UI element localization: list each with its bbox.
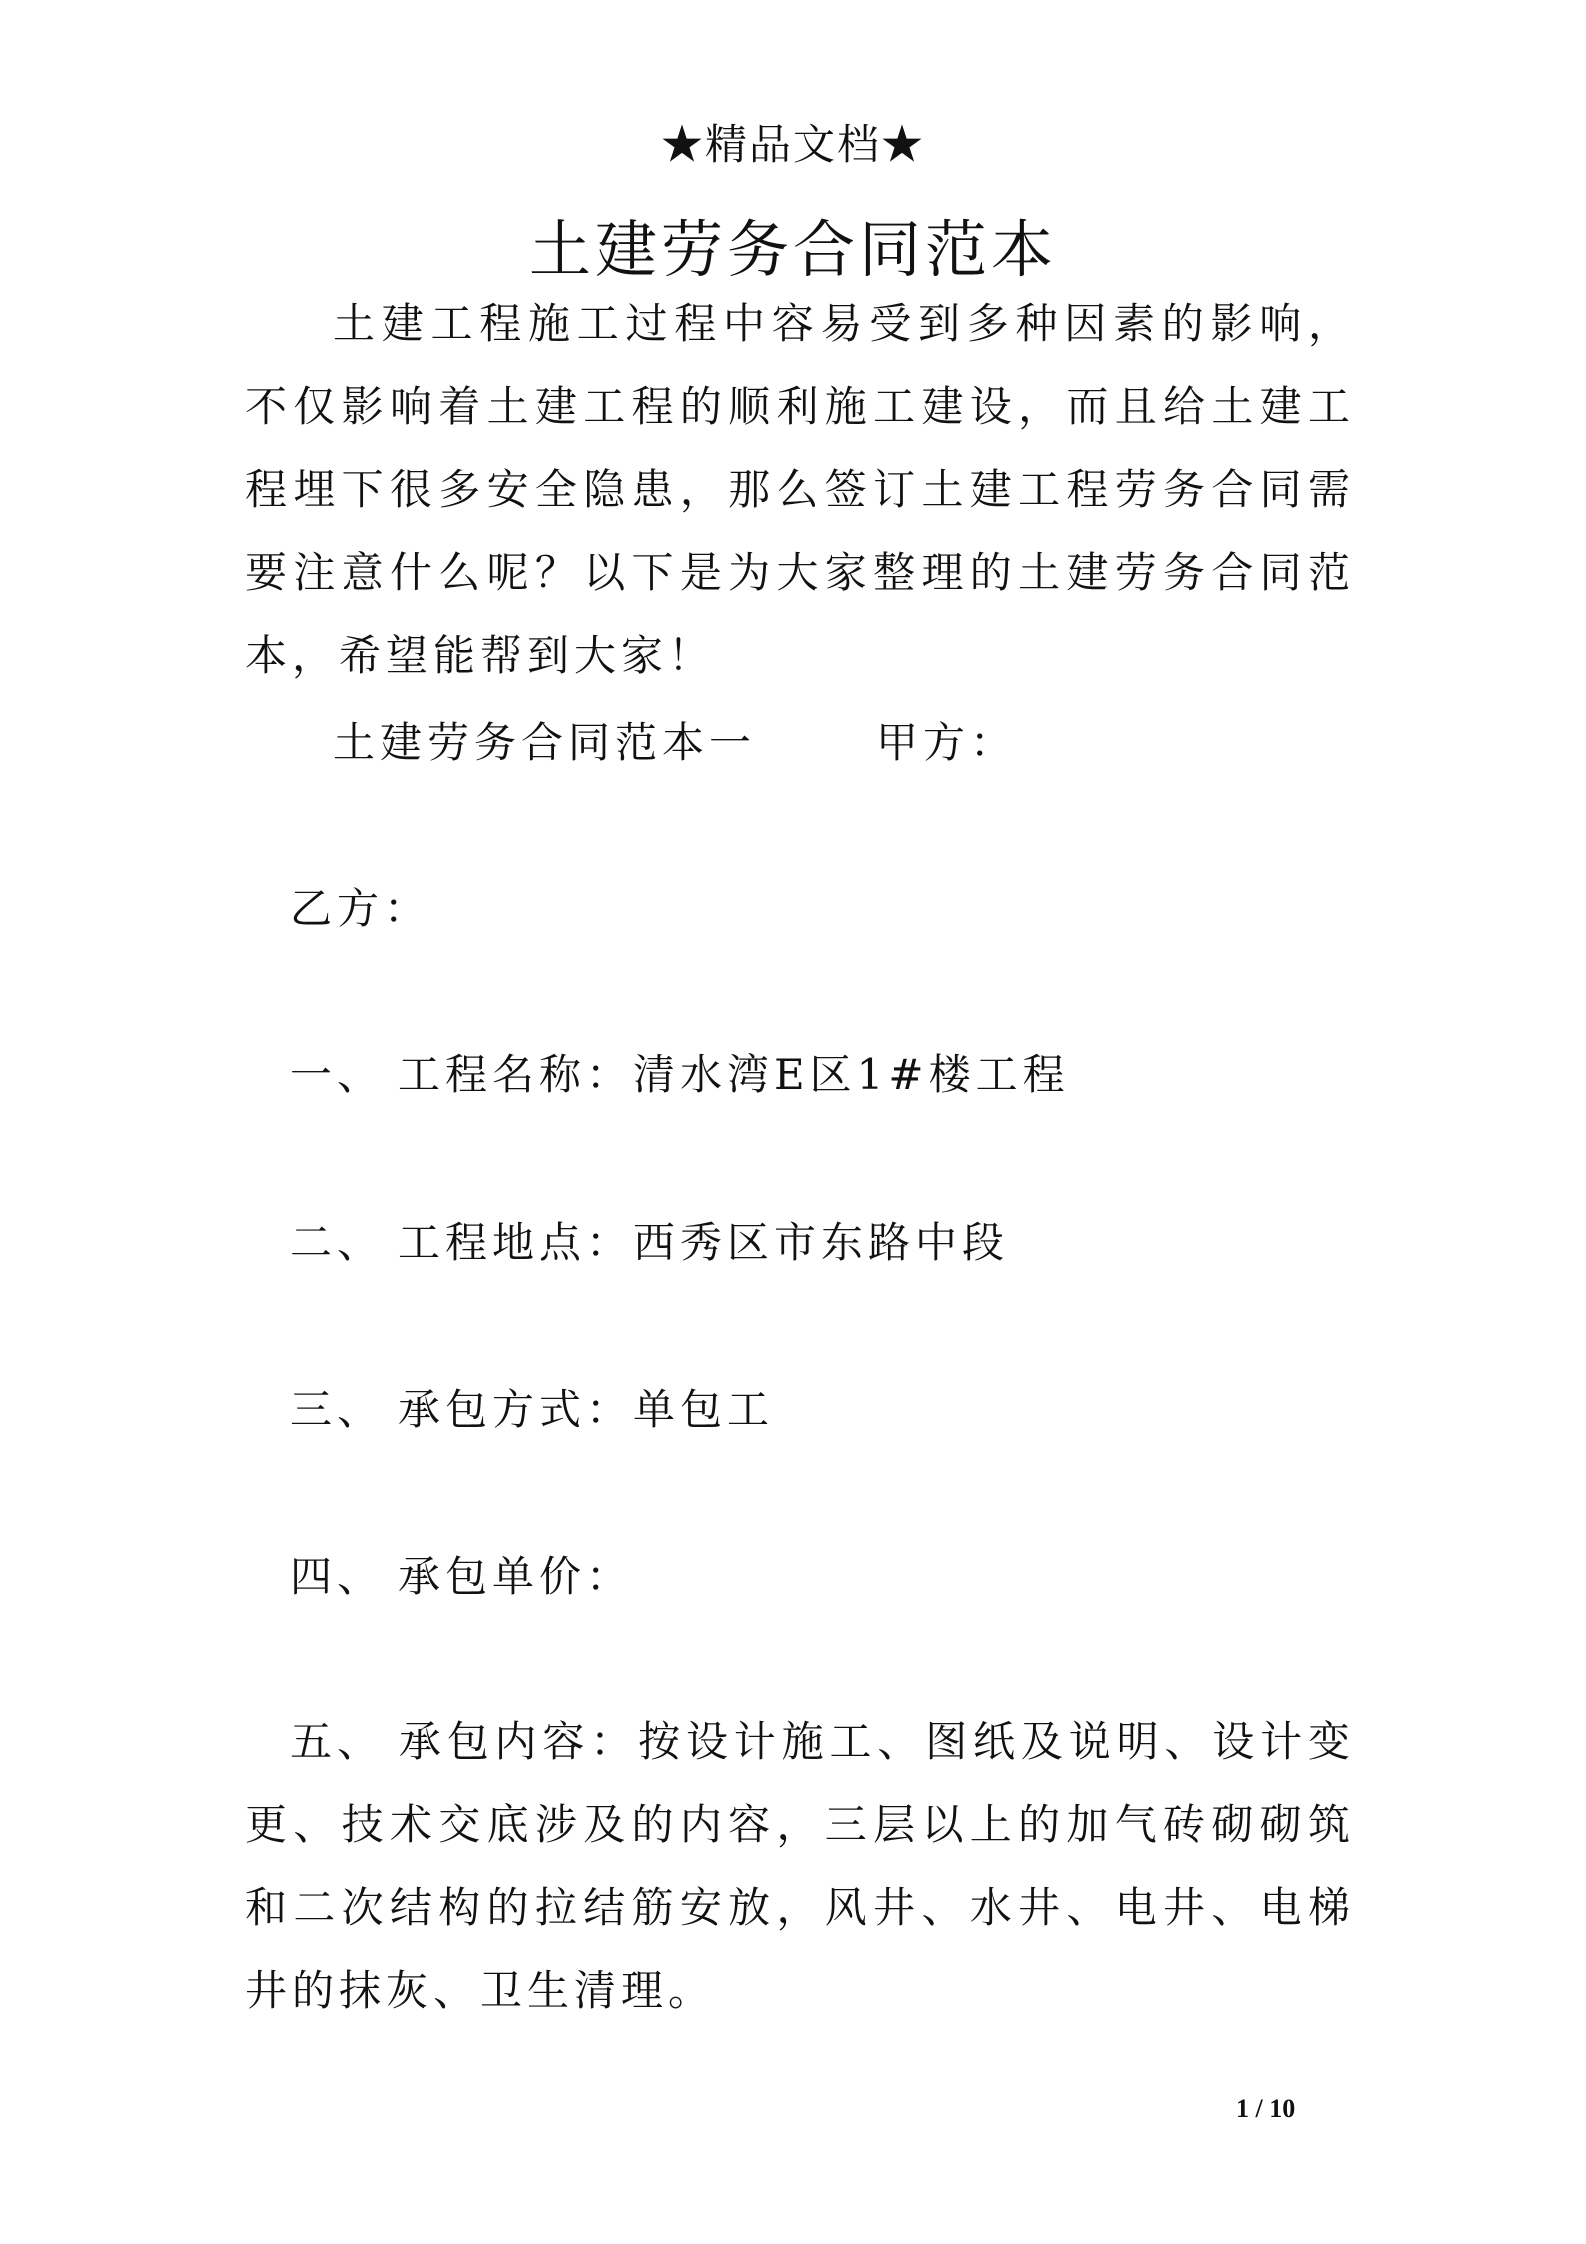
clause-text: 承包方式：单包工 [398, 1385, 775, 1434]
section-heading: 土建劳务合同范本一 [333, 718, 757, 767]
clause-5 [245, 1700, 1355, 2032]
party-b-label: 乙方： [290, 884, 432, 933]
party-a-label: 甲方： [876, 718, 1018, 767]
clause-number: 三、 [290, 1385, 385, 1434]
section-heading-line [333, 710, 1017, 770]
clause-text: 承包内容：按设计施工、图纸及说明、设计变更、技术交底涉及的内容，三层以上的加气砖砌砌筑和二次结构的拉结筋安放，风井、水井、电井、电梯井的抹灰、卫生清理。 [245, 1717, 1355, 2015]
clause-text: 工程名称：清水湾E区1#楼工程 [398, 1050, 1070, 1099]
clause-4 [290, 1544, 633, 1604]
clause-3 [290, 1377, 774, 1437]
clause-text: 工程地点：西秀区市东路中段 [398, 1218, 1010, 1267]
clause-number: 五、 [290, 1717, 385, 1766]
clause-2 [290, 1210, 1009, 1270]
clause-number: 二、 [290, 1218, 385, 1267]
intro-paragraph: 土建工程施工过程中容易受到多种因素的影响，不仅影响着土建工程的顺利施工建设，而且给土建工程埋下很多安全隐患，那么签订土建工程劳务合同需要注意什么呢？以下是为大家整理的土建劳务合同范本，希望能帮到大家！ [245, 299, 1355, 680]
document-title: 土建劳务合同范本 [528, 213, 1057, 286]
document-banner: ★精品文档★ [660, 120, 925, 169]
clause-1 [290, 1042, 1070, 1102]
page-number: 1 / 10 [1236, 2094, 1296, 2123]
clause-number: 四、 [290, 1552, 385, 1601]
clause-text: 承包单价： [398, 1552, 634, 1601]
clause-number: 一、 [290, 1050, 385, 1099]
